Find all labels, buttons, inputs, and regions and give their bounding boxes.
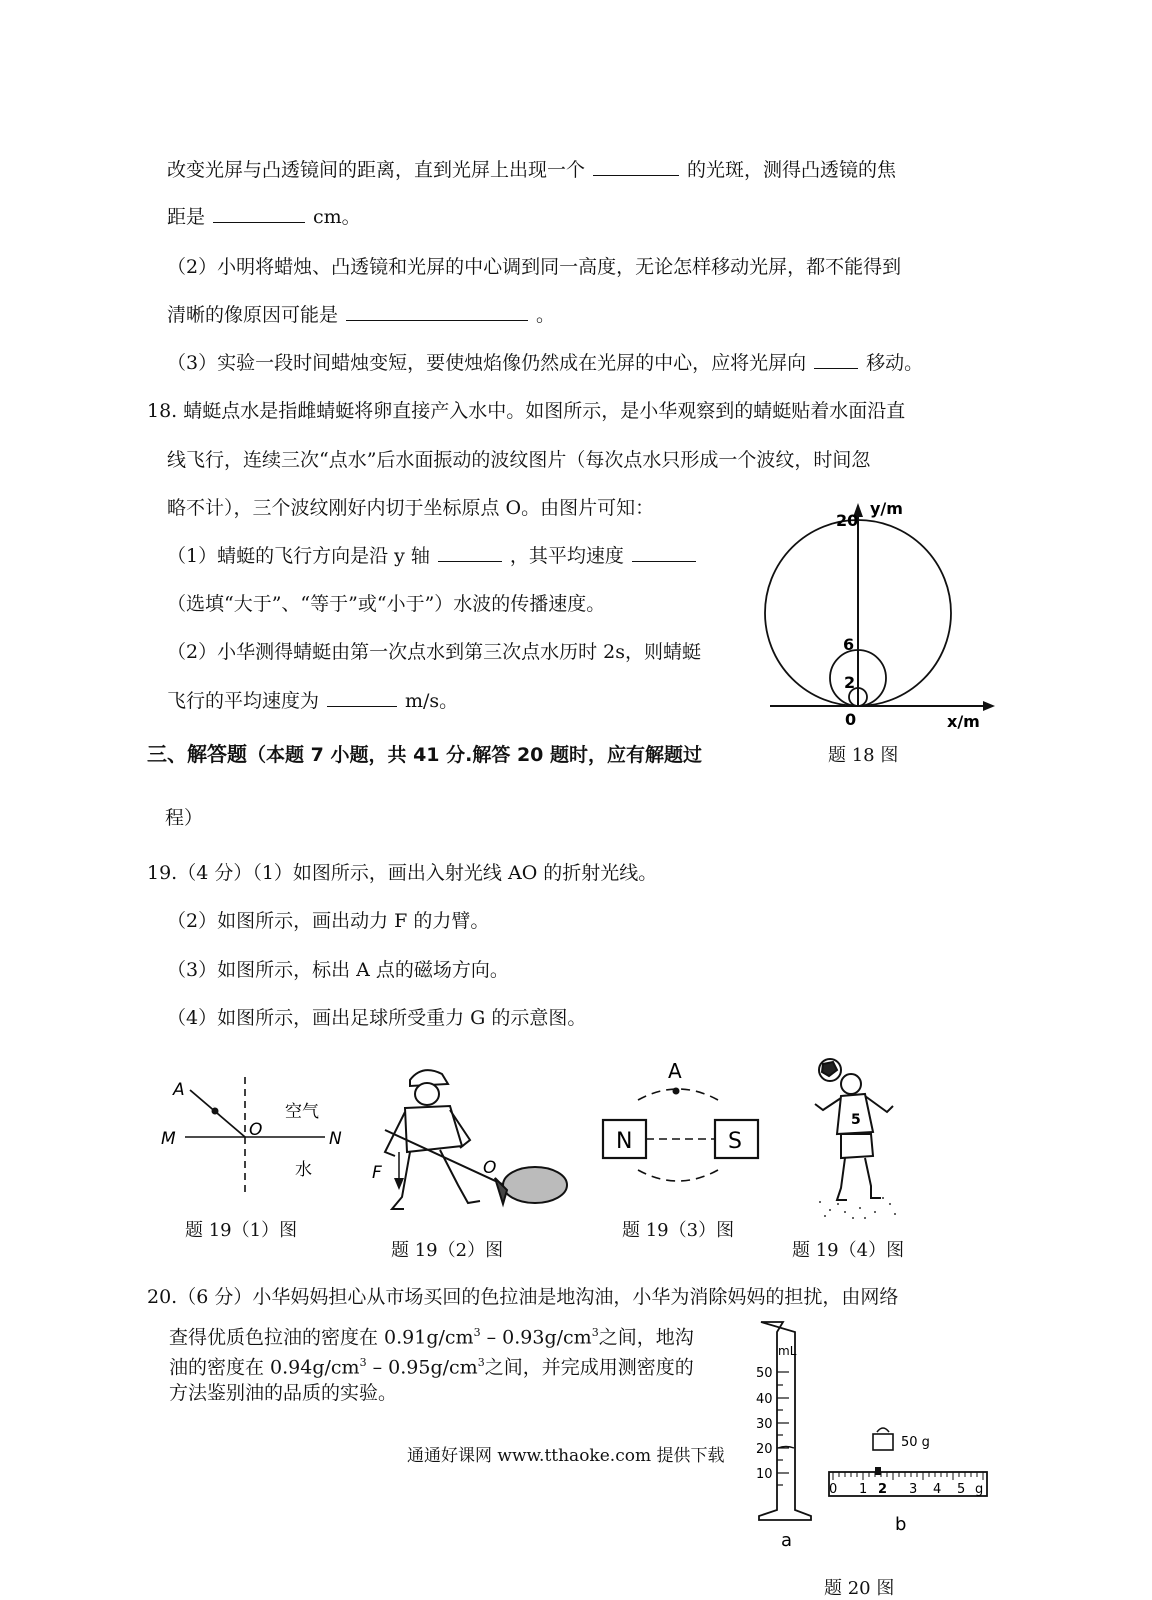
fulcrum-o-label: O bbox=[483, 1158, 497, 1178]
answer-blank[interactable] bbox=[593, 157, 679, 176]
answer-blank[interactable] bbox=[327, 688, 397, 707]
answer-blank[interactable] bbox=[346, 302, 528, 321]
footer-source: 通通好课网 www.tthaoke.com 提供下载 bbox=[407, 1446, 725, 1466]
air-label: 空气 bbox=[285, 1102, 319, 1122]
q18-line2: 线飞行，连续三次“点水”后水面振动的波纹图片（每次点水只形成一个波纹，时间忽 bbox=[167, 449, 871, 471]
figure-19-1-refraction bbox=[155, 1075, 365, 1205]
label-b: b bbox=[895, 1514, 907, 1535]
answer-blank[interactable] bbox=[814, 350, 858, 369]
figure-19-2-lever bbox=[365, 1060, 575, 1220]
scale-0: 0 bbox=[829, 1482, 838, 1497]
scale-3: 3 bbox=[909, 1482, 918, 1497]
figure-19-4-caption: 题 19（4）图 bbox=[792, 1240, 905, 1261]
q17-line1: 改变光屏与凸透镜间的距离，直到光屏上出现一个 的光斑，测得凸透镜的焦 bbox=[167, 159, 897, 181]
scale-2: 2 bbox=[878, 1482, 888, 1497]
q20-line3: 油的密度在 $0.94g/cm^3 - 0.95g/cm^3$之间，并完成用测密度的 bbox=[169, 1356, 694, 1379]
weight-label: 50 g bbox=[901, 1435, 930, 1450]
section-3-heading-cont: 程） bbox=[165, 807, 204, 829]
figure-19-4-football-player bbox=[805, 1052, 925, 1222]
origin-label: 0 bbox=[845, 710, 857, 729]
x-axis-label: x/m bbox=[947, 712, 980, 731]
point-n-label: N bbox=[329, 1129, 342, 1149]
answer-blank[interactable] bbox=[632, 543, 696, 562]
point-a-label: A bbox=[173, 1080, 185, 1100]
q19-line1: 19.（4 分）（1）如图所示，画出入射光线 AO 的折射光线。 bbox=[147, 862, 658, 884]
section-3-heading: 三、解答题（本题 7 小题，共 41 分.解答 20 题时，应有解题过 bbox=[147, 742, 703, 766]
q18-part2-line2: 飞行的平均速度为 m/s。 bbox=[167, 690, 459, 712]
q19-part2: （2）如图所示，画出动力 F 的力臂。 bbox=[167, 910, 490, 932]
scale-1: 1 bbox=[859, 1482, 868, 1497]
scale-5: 5 bbox=[957, 1482, 966, 1497]
jersey-number: 5 bbox=[851, 1112, 861, 1128]
label-6: 6 bbox=[843, 635, 855, 654]
point-o-label: O bbox=[249, 1120, 263, 1140]
q18-part2: （2）小华测得蜻蜓由第一次点水到第三次点水历时 2s，则蜻蜓 bbox=[167, 641, 701, 663]
q17-part2: （2）小明将蜡烛、凸透镜和光屏的中心调到同一高度，无论怎样移动光屏，都不能得到 bbox=[167, 256, 902, 278]
scale-4: 4 bbox=[933, 1482, 942, 1497]
q19-part4: （4）如图所示，画出足球所受重力 G 的示意图。 bbox=[167, 1007, 587, 1029]
figure-19-2-caption: 题 19（2）图 bbox=[391, 1240, 504, 1261]
q18-part1: （1）蜻蜓的飞行方向是沿 y 轴 ，其平均速度 bbox=[167, 543, 704, 569]
q18-line1: 18. 蜻蜓点水是指雌蜻蜓将卵直接产入水中。如图所示，是小华观察到的蜻蜓贴着水面沿直 bbox=[147, 400, 906, 422]
south-pole-label: S bbox=[728, 1129, 742, 1154]
label-2: 2 bbox=[844, 673, 856, 692]
q17-part2-line2: 清晰的像原因可能是 。 bbox=[167, 304, 556, 326]
north-pole-label: N bbox=[616, 1129, 633, 1154]
tick-30: 30 bbox=[756, 1417, 773, 1432]
label-a: a bbox=[781, 1530, 793, 1551]
tick-10: 10 bbox=[756, 1467, 773, 1482]
figure-19-3-magnets bbox=[598, 1058, 768, 1198]
q17-part3: （3）实验一段时间蜡烛变短，要使烛焰像仍然成在光屏的中心，应将光屏向 移动。 bbox=[167, 352, 924, 374]
force-f-label: F bbox=[372, 1163, 382, 1183]
figure-18-caption: 题 18 图 bbox=[828, 745, 899, 766]
tick-40: 40 bbox=[756, 1392, 773, 1407]
figure-20-caption: 题 20 图 bbox=[824, 1578, 895, 1599]
cylinder-unit: mL bbox=[778, 1344, 797, 1358]
q18-part1-line2: （选填“大于”、“等于”或“小于”）水波的传播速度。 bbox=[167, 593, 606, 615]
q20-line2: 查得优质色拉油的密度在 $0.91g/cm^3 - 0.93g/cm^3$之间，地沟 bbox=[169, 1326, 694, 1349]
q20-line4: 方法鉴别油的品质的实验。 bbox=[169, 1382, 398, 1404]
point-a-label: A bbox=[668, 1059, 682, 1083]
tick-50: 50 bbox=[756, 1366, 773, 1381]
point-m-label: M bbox=[161, 1129, 176, 1149]
tick-20: 20 bbox=[756, 1442, 773, 1457]
label-20: 20 bbox=[836, 511, 859, 530]
q20-line1: 20.（6 分）小华妈妈担心从市场买回的色拉油是地沟油，小华为消除妈妈的担扰，由网络 bbox=[147, 1286, 899, 1308]
answer-blank[interactable] bbox=[213, 204, 305, 223]
scale-unit: g bbox=[975, 1482, 984, 1497]
q19-part3: （3）如图所示，标出 A 点的磁场方向。 bbox=[167, 959, 509, 981]
water-label: 水 bbox=[295, 1160, 312, 1180]
y-axis-label: y/m bbox=[870, 499, 903, 518]
figure-19-1-caption: 题 19（1）图 bbox=[185, 1220, 298, 1241]
answer-blank[interactable] bbox=[438, 543, 502, 562]
figure-20-cylinder-and-scale bbox=[755, 1320, 995, 1550]
figure-18-ripples bbox=[765, 495, 1005, 735]
figure-19-3-caption: 题 19（3）图 bbox=[622, 1220, 735, 1241]
q18-line3: 略不计），三个波纹刚好内切于坐标原点 O。由图片可知： bbox=[167, 497, 655, 519]
q17-line2: 距是 cm。 bbox=[167, 206, 361, 228]
